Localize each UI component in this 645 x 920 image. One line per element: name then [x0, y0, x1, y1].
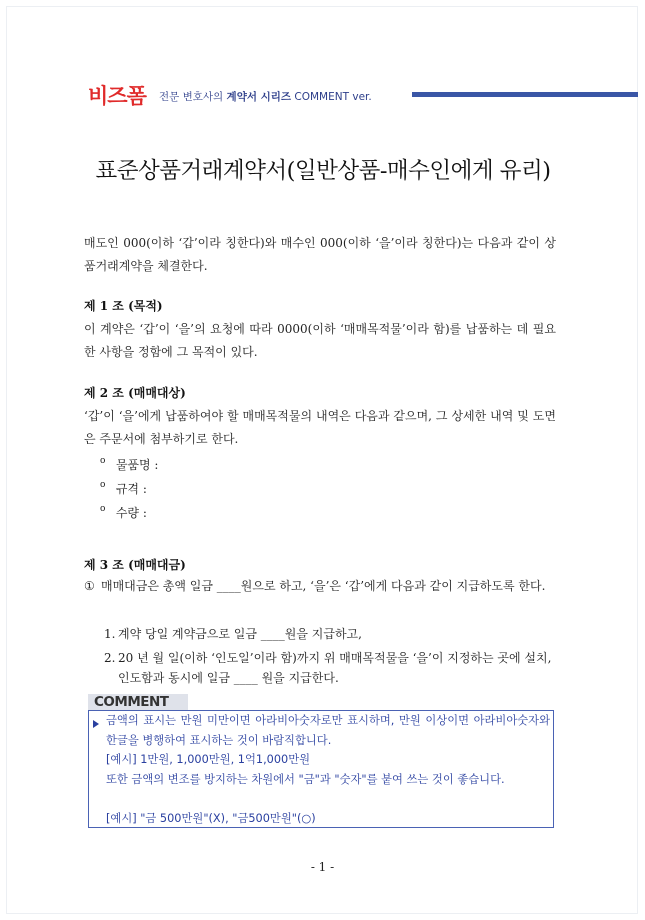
article-2-body: ‘갑’이 ‘을’에게 납품하여야 할 매매목적물의 내역은 다음과 같으며, 그 상세한 내역 및 도면은 주문서에 첨부하기로 한다. [84, 409, 556, 446]
bullet-icon: o [100, 456, 106, 466]
list-item: o 규격 : [100, 480, 147, 496]
comment-line: 금액의 표시는 만원 미만이면 아라비아숫자로만 표시하며, 만원 이상이면 아라비아숫자와 한글을 병행하여 표시하는 것이 바람직합니다. [106, 714, 550, 747]
sub-item-number: 1. [104, 627, 116, 641]
article-1-heading: 제 1 조 (목적) [84, 299, 163, 313]
triangle-bullet-icon [93, 720, 99, 728]
sub-item-text: 계약 당일 계약금으로 일금 ____원을 지급하고, [118, 627, 362, 641]
bullet-icon: o [100, 504, 106, 514]
page-number: - 1 - [310, 860, 335, 874]
header-rule-right [412, 92, 638, 97]
comment-line: [예시] 1만원, 1,000만원, 1억1,000만원 [106, 753, 311, 766]
sub-item [104, 648, 556, 688]
list-item: o 물품명 : [100, 456, 159, 472]
sub-item-number: 2. [104, 651, 116, 665]
series-bold: 계약서 시리즈 [226, 91, 292, 103]
clause-number: ① [84, 579, 95, 593]
article-2-heading: 제 2 조 (매매대상) [84, 386, 186, 400]
article-3-clause [84, 576, 556, 596]
intro-paragraph: 매도인 000(이하 ‘갑’이라 칭한다)와 매수인 000(이하 ‘을’이라 칭한다)는 다음과 같이 상품거래계약을 체결한다. [84, 236, 556, 273]
comment-line: 또한 금액의 변조를 방지하는 차원에서 "금"과 "숫자"를 붙여 쓰는 것이 좋습니다. [106, 773, 505, 786]
list-item: o 수량 : [100, 504, 147, 520]
article-3-heading: 제 3 조 (매매대금) [84, 558, 186, 572]
article-1-body: 이 계약은 ‘갑’이 ‘을’의 요청에 따라 0000(이하 ‘매매목적물’이라 함)를 납품하는 데 필요한 사항을 정함에 그 목적이 있다. [84, 322, 556, 359]
comment-label: COMMENT [88, 694, 188, 710]
sub-item-text: 20 년 월 일(이하 ‘인도일’이라 함)까지 위 매매목적물을 ‘을’이 지정하는 곳에 설치, 인도함과 동시에 일금 ____ 원을 지급한다. [118, 651, 552, 685]
series-prefix: 전문 변호사의 [159, 91, 224, 103]
bullet-icon: o [100, 480, 106, 490]
document-title: 표준상품거래계약서(일반상품-매수인에게 유리) [95, 158, 551, 184]
clause-text: 매매대금은 총액 일금 ____원으로 하고, ‘을’은 ‘갑’에게 다음과 같이 지급하도록 한다. [101, 579, 546, 593]
brand-logo: 비즈폼 [88, 80, 152, 110]
comment-line: [예시] "금 500만원"(X), "금500만원"(○) [106, 812, 316, 825]
series-suffix: COMMENT ver. [294, 91, 372, 103]
sub-item [104, 624, 556, 644]
series-caption [159, 89, 378, 104]
